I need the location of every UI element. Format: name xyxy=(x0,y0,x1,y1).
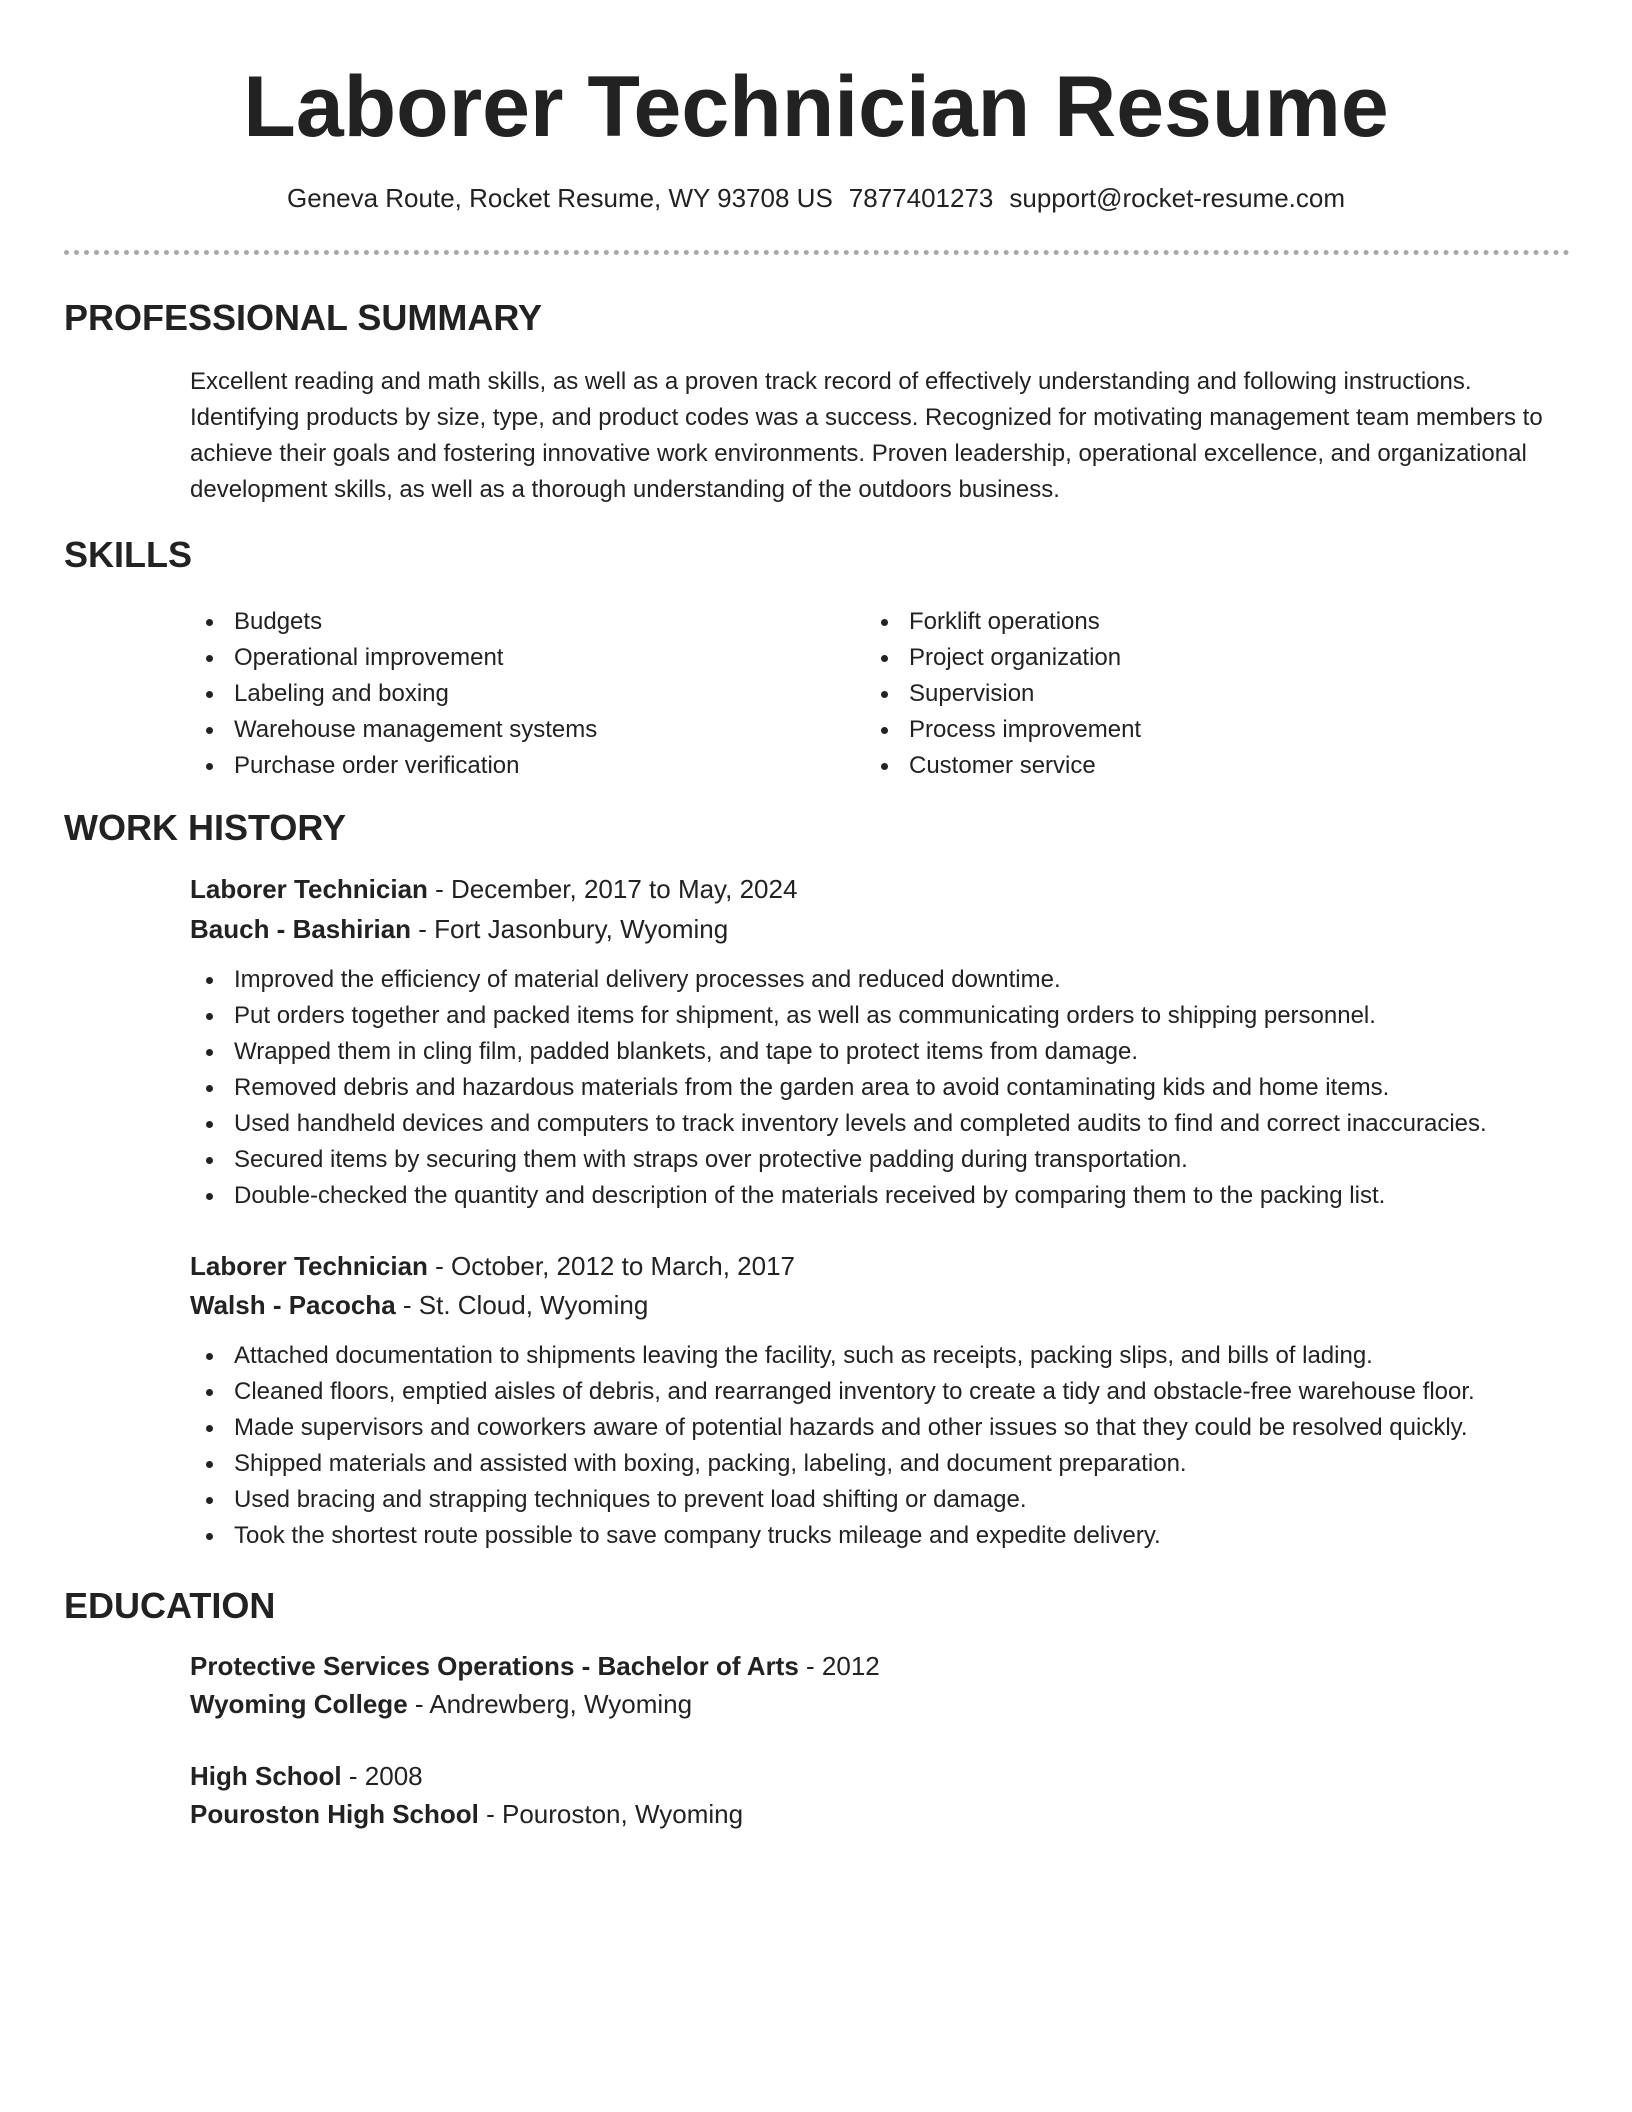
list-item: Used bracing and strapping techniques to prevent load shifting or damage. xyxy=(190,1482,1590,1518)
education-degree-line xyxy=(190,1648,880,1684)
list-item: Made supervisors and coworkers aware of potential hazards and other issues so that they could be resolved quickly. xyxy=(190,1410,1590,1446)
skill-item: Labeling and boxing xyxy=(190,676,597,712)
summary-text: Excellent reading and math skills, as well as a proven track record of effectively understanding and following instructions. Identifying products by size, type, and product codes was a success. Recognized for motivating management team members to achieve their goals and fostering innovative work environments. Proven leadership, operational excellence, and organizational development skills, as well as a thorough understanding of the outdoors business. xyxy=(190,368,1543,503)
skills-list-left xyxy=(190,604,597,784)
skill-item: Purchase order verification xyxy=(190,748,597,784)
skill-item: Budgets xyxy=(190,604,597,640)
list-item: Attached documentation to shipments leaving the facility, such as receipts, packing slips, and bills of lading. xyxy=(190,1338,1590,1374)
list-item: Secured items by securing them with straps over protective padding during transportation. xyxy=(190,1142,1590,1178)
list-item: Improved the efficiency of material delivery processes and reduced downtime. xyxy=(190,962,1590,998)
education-heading: EDUCATION xyxy=(64,1585,276,1626)
skill-item: Operational improvement xyxy=(190,640,597,676)
skill-item: Supervision xyxy=(865,676,1141,712)
contact-email: support@rocket-resume.com xyxy=(1009,183,1346,213)
header-divider xyxy=(64,250,1570,255)
skill-item: Warehouse management systems xyxy=(190,712,597,748)
job-dates: - December, 2017 to May, 2024 xyxy=(427,874,798,904)
skill-item: Forklift operations xyxy=(865,604,1141,640)
list-item: Wrapped them in cling film, padded blankets, and tape to protect items from damage. xyxy=(190,1034,1590,1070)
job-title-line xyxy=(190,871,797,907)
education-school: Wyoming College xyxy=(190,1689,408,1719)
list-item: Removed debris and hazardous materials from the garden area to avoid contaminating kids and home items. xyxy=(190,1070,1590,1106)
list-item: Took the shortest route possible to save company trucks mileage and expedite delivery. xyxy=(190,1518,1590,1554)
skill-item: Process improvement xyxy=(865,712,1141,748)
job-bullets xyxy=(190,1338,1590,1554)
job-bullets xyxy=(190,962,1590,1214)
contact-line xyxy=(0,180,1632,216)
job-company-line xyxy=(190,1287,648,1323)
skills-heading: SKILLS xyxy=(64,534,193,575)
education-school-line xyxy=(190,1796,743,1832)
list-item: Used handheld devices and computers to track inventory levels and completed audits to find and correct inaccuracies. xyxy=(190,1106,1590,1142)
education-degree: High School xyxy=(190,1761,342,1791)
skill-item: Customer service xyxy=(865,748,1141,784)
work-history-heading: WORK HISTORY xyxy=(64,807,347,848)
contact-address: Geneva Route, Rocket Resume, WY 93708 US xyxy=(286,183,833,213)
education-school: Pouroston High School xyxy=(190,1799,479,1829)
list-item: Double-checked the quantity and description of the materials received by comparing them to the packing list. xyxy=(190,1178,1590,1214)
education-school-line xyxy=(190,1686,692,1722)
education-degree: Protective Services Operations - Bachelor of Arts xyxy=(190,1651,799,1681)
skills-list-right xyxy=(865,604,1141,784)
job-dates: - October, 2012 to March, 2017 xyxy=(427,1251,796,1281)
education-location: - Andrewberg, Wyoming xyxy=(407,1689,693,1719)
job-title-line xyxy=(190,1248,795,1284)
list-item: Cleaned floors, emptied aisles of debris, and rearranged inventory to create a tidy and obstacle-free warehouse floor. xyxy=(190,1374,1590,1410)
resume-title: Laborer Technician Resume xyxy=(243,59,1389,155)
job-title: Laborer Technician xyxy=(190,1251,428,1281)
education-year: - 2008 xyxy=(341,1761,423,1791)
job-location: - Fort Jasonbury, Wyoming xyxy=(411,914,729,944)
job-company: Bauch - Bashirian xyxy=(190,914,412,944)
education-degree-line xyxy=(190,1758,423,1794)
job-company-line xyxy=(190,911,728,947)
education-year: - 2012 xyxy=(798,1651,880,1681)
job-title: Laborer Technician xyxy=(190,874,428,904)
summary-heading: PROFESSIONAL SUMMARY xyxy=(64,297,543,338)
education-location: - Pouroston, Wyoming xyxy=(478,1799,744,1829)
contact-phone: 7877401273 xyxy=(848,183,994,213)
job-location: - St. Cloud, Wyoming xyxy=(395,1290,649,1320)
list-item: Put orders together and packed items for shipment, as well as communicating orders to shipping personnel. xyxy=(190,998,1590,1034)
job-company: Walsh - Pacocha xyxy=(190,1290,396,1320)
list-item: Shipped materials and assisted with boxing, packing, labeling, and document preparation. xyxy=(190,1446,1590,1482)
skill-item: Project organization xyxy=(865,640,1141,676)
